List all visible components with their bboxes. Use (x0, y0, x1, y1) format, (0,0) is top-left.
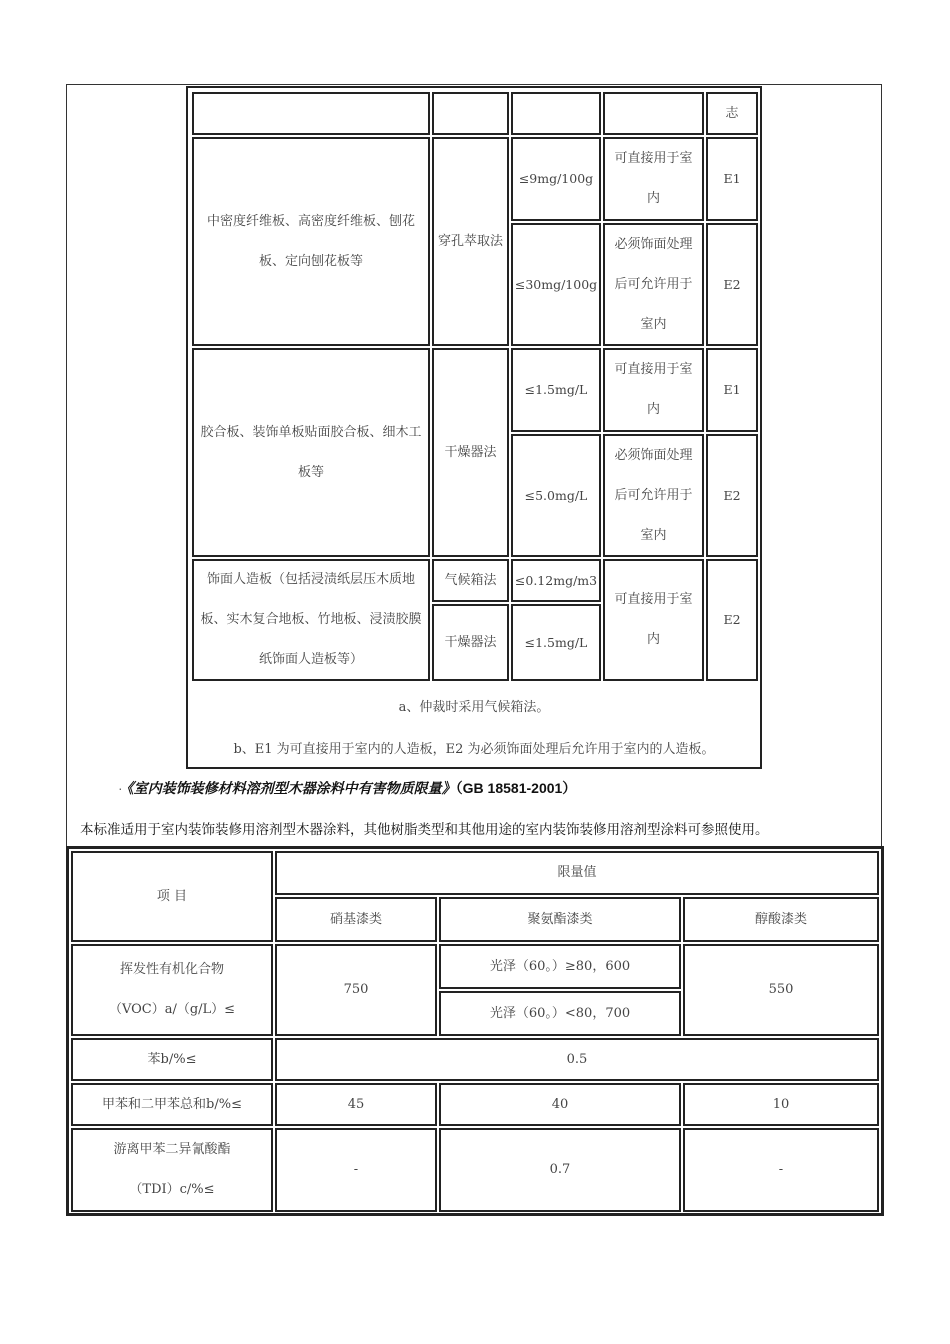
header-cell-method (432, 92, 509, 135)
tdi-label-text: 游离甲苯二异氰酸酯（TDI）c/%≤ (113, 1142, 231, 1197)
grade-text: E1 (723, 382, 741, 397)
item-header (71, 851, 273, 942)
tx-alkyd (683, 1083, 879, 1126)
value-text: 光泽（60。）<80，700 (489, 1005, 631, 1021)
col-alkyd-header (683, 897, 879, 942)
group3-limit2 (511, 604, 601, 681)
value-text: 550 (768, 982, 794, 997)
tx-label (71, 1083, 273, 1126)
value-text: 45 (347, 1096, 365, 1112)
standard-code: （GB 18581-2001） (455, 780, 577, 796)
tdi-pu (439, 1128, 681, 1212)
grade-text: E2 (723, 612, 741, 627)
value-text: - (778, 1162, 784, 1177)
use-text: 可直接用于室内 (614, 592, 693, 647)
voc-pu-high-gloss (439, 944, 681, 989)
limit-text: ≤5.0mg/L (524, 487, 588, 503)
value-text: - (353, 1162, 359, 1177)
tdi-nitro (275, 1128, 437, 1212)
value-text: 10 (772, 1096, 790, 1112)
benzene-label (71, 1038, 273, 1081)
group1-row1-use (603, 137, 704, 221)
header-cell-product (192, 92, 430, 135)
voc-nitro (275, 944, 437, 1036)
group1-row1-limit (511, 137, 601, 221)
coating-limits-table (66, 846, 884, 1216)
group1-product (192, 137, 430, 346)
item-header-text: 项 目 (156, 888, 188, 904)
voc-pu-low-gloss (439, 991, 681, 1036)
limit-text: ≤1.5mg/L (524, 382, 588, 397)
group1-row2-use (603, 223, 704, 346)
group2-row1-grade (706, 348, 758, 432)
value-text: 750 (343, 982, 369, 997)
group1-row2-grade (706, 223, 758, 346)
limit-text: ≤1.5mg/L (524, 634, 588, 650)
col-pu-text: 聚氨酯漆类 (527, 911, 593, 927)
tdi-alkyd (683, 1128, 879, 1212)
group3-use (603, 559, 704, 681)
grade-text: E2 (723, 487, 741, 503)
section-heading (118, 778, 576, 798)
use-text: 必须饰面处理后可允许用于室内 (614, 236, 693, 332)
use-text: 必须饰面处理后可允许用于室内 (614, 447, 693, 543)
col-nitro-header (275, 897, 437, 942)
group1-row1-grade (706, 137, 758, 221)
formaldehyde-table (186, 86, 762, 769)
benzene-label-text: 苯b/%≤ (147, 1051, 197, 1067)
grade-text: E1 (723, 171, 741, 186)
group3-limit1 (511, 559, 601, 602)
col-pu-header (439, 897, 681, 942)
bullet: · (118, 780, 123, 796)
group2-method-text: 干燥器法 (444, 444, 497, 460)
value-text: 40 (551, 1096, 569, 1112)
header-cell-limit (511, 92, 601, 135)
voc-alkyd (683, 944, 879, 1036)
col-nitro-text: 硝基漆类 (329, 911, 382, 927)
method-text: 气候箱法 (444, 572, 497, 588)
value-text: 0.7 (549, 1162, 571, 1177)
tx-label-text: 甲苯和二甲苯总和b/%≤ (102, 1096, 242, 1112)
limit-text: ≤0.12mg/m3 (514, 572, 598, 588)
group2-row1-use (603, 348, 704, 432)
group3-grade (706, 559, 758, 681)
group1-row2-limit (511, 223, 601, 346)
limit-text: ≤30mg/100g (514, 276, 598, 292)
group2-method (432, 348, 509, 557)
section-intro: 本标准适用于室内装饰装修用溶剂型木器涂料，其他树脂类型和其他用途的室内装饰装修用溶剂型涂料可参照使用。 (80, 822, 769, 837)
group2-row2-grade (706, 434, 758, 557)
header-cell-use (603, 92, 704, 135)
grade-text: E2 (723, 276, 741, 292)
group2-product (192, 348, 430, 557)
note-b: b、E1 为可直接用于室内的人造板，E2 为必须饰面处理后允许用于室内的人造板。 (233, 742, 715, 757)
use-text: 可直接用于室内 (614, 151, 693, 206)
limit-header-text: 限量值 (557, 865, 597, 880)
group3-method2 (432, 604, 509, 681)
method-text: 干燥器法 (444, 634, 497, 650)
standard-title: 《室内装饰装修材料溶剂型木器涂料中有害物质限量》 (126, 780, 456, 796)
limit-text: ≤9mg/100g (518, 171, 594, 186)
tx-nitro (275, 1083, 437, 1126)
group2-row2-use (603, 434, 704, 557)
group2-product-text: 胶合板、装饰单板贴面胶合板、细木工板等 (200, 424, 422, 480)
voc-label (71, 944, 273, 1036)
voc-label-text: 挥发性有机化合物（VOC）a/（g/L）≤ (108, 962, 236, 1017)
group3-product (192, 559, 430, 681)
note-a: a、仲裁时采用气候箱法。 (398, 700, 550, 715)
group1-method (432, 137, 509, 346)
benzene-value (275, 1038, 879, 1081)
limit-header (275, 851, 879, 895)
col-alkyd-text: 醇酸漆类 (754, 911, 807, 927)
group1-product-text: 中密度纤维板、高密度纤维板、刨花板、定向刨花板等 (206, 213, 415, 269)
group1-method-text: 穿孔萃取法 (437, 233, 503, 249)
tx-pu (439, 1083, 681, 1126)
header-grade-text: 志 (725, 105, 739, 121)
group2-row1-limit (511, 348, 601, 432)
group3-method1 (432, 559, 509, 602)
group3-product-text: 饰面人造板（包括浸渍纸层压木质地板、实木复合地板、竹地板、浸渍胶膜纸饰面人造板等） (200, 572, 422, 667)
group2-row2-limit (511, 434, 601, 557)
value-text: 0.5 (566, 1051, 588, 1067)
value-text: 光泽（60。）≥80，600 (489, 958, 631, 974)
use-text: 可直接用于室内 (614, 362, 693, 417)
header-cell-grade (706, 92, 758, 135)
tdi-label (71, 1128, 273, 1212)
